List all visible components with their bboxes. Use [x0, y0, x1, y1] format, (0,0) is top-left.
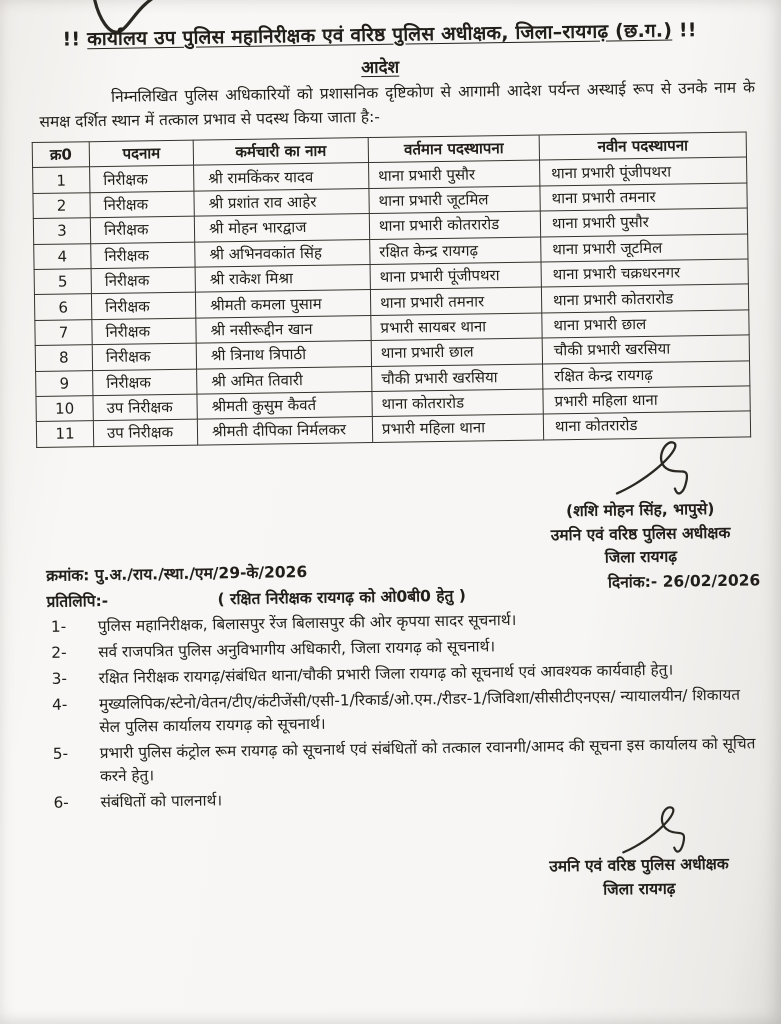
table-cell: प्रभारी महिला थाना [543, 386, 750, 414]
memo-item-text: संबंधितों को पालनार्थ। [100, 790, 223, 811]
signatory-designation: उमनि एवं वरिष्ठ पुलिस अधीक्षक [550, 523, 731, 544]
table-cell: 9 [36, 370, 93, 396]
table-cell: श्रीमती दीपिका निर्मलकर [197, 417, 372, 445]
memo-item-text: रक्षित निरीक्षक रायगढ़/संबंधित थाना/चौकी प्रभारी जिला रायगढ़ को सूचनार्थ एवं आवश्यक कार्यवाही हेतु। [98, 660, 674, 687]
signatory-name: (शशि मोहन सिंह, भापुसे) [565, 499, 715, 521]
table-cell: थाना कोतरारोड [543, 411, 750, 439]
title-text: कार्यालय उप पुलिस महानिरीक्षक एवं वरिष्ठ पुलिस अधीक्षक, जिला–रायगढ़ (छ.ग.) [86, 19, 673, 51]
signature-block-top [519, 497, 762, 596]
memo-item-text: सर्व राजपत्रित पुलिस अनुविभागीय अधिकारी, जिला रायगढ़ को सूचनार्थ। [98, 637, 496, 662]
table-cell: श्री नसीरूद्दीन खान [196, 315, 371, 343]
memo-item [53, 732, 766, 788]
table-cell: निरीक्षक [91, 267, 195, 294]
column-header: नवीन पदस्थापना [539, 132, 746, 160]
signatory-district: जिला रायगढ़ [603, 879, 676, 899]
table-cell: 8 [35, 345, 92, 371]
table-cell: निरीक्षक [91, 242, 195, 269]
signature-scribble-icon [619, 803, 720, 862]
memo-item-number: 4- [51, 695, 68, 714]
table-cell: थाना प्रभारी चक्रधरनगर [541, 259, 748, 287]
signatory-designation: उमनि एवं वरिष्ठ पुलिस अधीक्षक [549, 854, 729, 876]
column-header: पदनाम [89, 140, 193, 167]
transfer-table [32, 131, 751, 447]
table-cell: श्री अमित तिवारी [197, 366, 372, 394]
table-cell: थाना प्रभारी पुसौर [369, 160, 540, 188]
table-cell: प्रभारी महिला थाना [372, 414, 543, 442]
memo-item-number: 2- [51, 643, 67, 662]
table-cell: श्री राकेश मिश्रा [195, 265, 370, 293]
table-cell: श्री त्रिनाथ त्रिपाठी [196, 341, 371, 369]
memo-item-number: 5- [52, 744, 69, 763]
table-cell: श्री प्रशांत राव आहेर [194, 188, 369, 216]
column-header: क्र0 [32, 142, 89, 168]
table-cell: 2 [33, 192, 90, 218]
table-cell: थाना प्रभारी पुसौर [540, 208, 747, 236]
title-prefix: !! [62, 28, 81, 51]
memo-list [51, 605, 766, 817]
table-cell: निरीक्षक [91, 292, 195, 319]
table-body [33, 157, 751, 447]
table-cell: थाना प्रभारी कोतरारोड [369, 211, 540, 239]
memo-item-number: 1- [50, 617, 67, 636]
memo-number: क्रमांक: पु.अ./राय./स्था./एम/29-के/2026 [45, 563, 308, 585]
table-cell: श्रीमती कमला पुसाम [195, 290, 370, 318]
table-cell: रक्षित केन्द्र रायगढ़ [543, 360, 750, 388]
table-cell: 6 [34, 294, 91, 320]
table-cell: 1 [33, 167, 90, 193]
table-cell: 10 [36, 396, 93, 422]
table-cell: प्रभारी सायबर थाना [371, 313, 542, 341]
table-cell: श्री रामकिंकर यादव [194, 163, 369, 191]
table-cell: 11 [36, 421, 93, 447]
table-cell: उप निरीक्षक [93, 419, 197, 446]
table-cell: उप निरीक्षक [93, 394, 197, 421]
table-cell: चौकी प्रभारी खरसिया [372, 364, 543, 392]
table-cell: थाना प्रभारी तमनार [370, 287, 541, 315]
table-cell: 3 [33, 218, 90, 244]
intro-paragraph: निम्नलिखित पुलिस अधिकारियों को प्रशासनिक दृष्टिकोण से आगामी आदेश पर्यन्त अस्थाई रूप से उनके नाम के समक्ष दर्शित स्थान में तत्काल प्रभाव से पदस्थ किया जाता है:- [39, 78, 756, 131]
order-heading: आदेश [360, 57, 400, 79]
table-cell: थाना प्रभारी जूटमिल [541, 234, 748, 262]
table-cell: रक्षित केन्द्र रायगढ़ [370, 237, 541, 265]
memo-item [52, 683, 765, 739]
memo-item-text: प्रभारी पुलिस कंट्रोल रूम रायगढ़ को सूचनार्थ एवं संबंधितों को तत्काल रवानगी/आमद की सूचना इस कार्यालय को सूचित करने हेतु। [99, 734, 756, 785]
table-cell: थाना प्रभारी कोतरारोड [541, 284, 748, 312]
column-header: वर्तमान पदस्थापना [368, 135, 539, 163]
order-date: दिनांक:- 26/02/2026 [607, 570, 761, 592]
table-cell: थाना कोतरारोड [372, 389, 543, 417]
table-cell: निरीक्षक [92, 318, 196, 345]
table-cell: निरीक्षक [90, 216, 194, 243]
memo-item-number: 3- [51, 669, 68, 688]
table-cell: निरीक्षक [92, 343, 196, 370]
table-cell: निरीक्षक [93, 369, 197, 396]
signature-scribble-icon [610, 438, 723, 506]
table-cell: निरीक्षक [90, 166, 194, 193]
table-cell: 4 [34, 243, 91, 269]
memo-item-number: 6- [53, 793, 69, 812]
table-cell: चौकी प्रभारी खरसिया [542, 335, 749, 363]
title-suffix: !! [678, 19, 697, 42]
table-cell: श्री अभिनवकांत सिंह [195, 239, 370, 267]
table-cell: 7 [35, 319, 92, 345]
signatory-district: जिला रायगढ़ [604, 547, 678, 567]
memo-item-text: मुख्यलिपिक/स्टेनो/वेतन/टीए/कंटीजेंसी/एसी-1/रिकार्ड/ओ.एम./रीडर-1/जिविशा/सीसीटीएनएस/ न्यायालयीन/ शिकायत सेल पुलिस कार्यालय रायगढ़ को सूचनार्थ। [98, 685, 741, 736]
memo-item-text: पुलिस महानिरीक्षक, बिलासपुर रेंज बिलासपुर की ओर कृपया सादर सूचनार्थ। [97, 610, 517, 636]
table-cell: थाना प्रभारी छाल [542, 310, 749, 338]
table-cell: निरीक्षक [90, 191, 194, 218]
table-cell: श्रीमती कुसुम कैवर्त [197, 391, 372, 419]
table-cell: थाना प्रभारी पूंजीपथरा [370, 262, 541, 290]
table-cell: थाना प्रभारी जूटमिल [369, 186, 540, 214]
column-header: कर्मचारी का नाम [193, 138, 368, 166]
copy-label: प्रतिलिपि:- [46, 591, 109, 611]
table-cell: थाना प्रभारी पूंजीपथरा [540, 157, 747, 185]
signature-block-bottom [511, 852, 767, 903]
table-cell: थाना प्रभारी छाल [371, 338, 542, 366]
table-cell: थाना प्रभारी तमनार [540, 183, 747, 211]
copy-note: ( रक्षित निरीक्षक रायगढ़ को ओ0बी0 हेतु ) [217, 586, 466, 609]
table-cell: 5 [34, 269, 91, 295]
copy-line [46, 584, 466, 612]
table-cell: श्री मोहन भारद्वाज [194, 214, 369, 242]
